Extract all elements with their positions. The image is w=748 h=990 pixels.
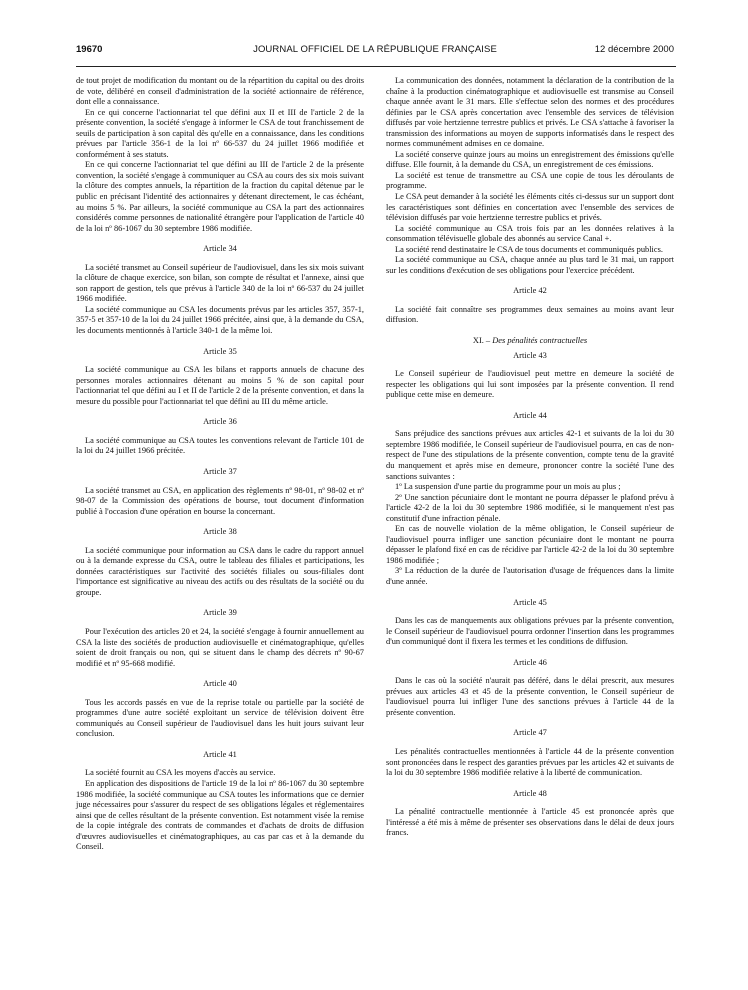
- paragraph: La société transmet au CSA, en application des règlements nº 98-01, nº 98-02 et nº 98-07 de la Commission des opérations de bourse, tout document d'information publié à l'occasion d'une opération en bourse la concernant.: [76, 485, 364, 516]
- publication-date: 12 décembre 2000: [594, 44, 674, 55]
- paragraph: En ce qui concerne l'actionnariat tel que défini au III de l'article 2 de la présente convention, la société s'engage à communiquer au CSA au cours des six mois suivant la clôture des comptes annuels, la répartition de la fraction du capital détenue par le public en précisant l'identité des actionnaires y détenant directement, le cas échéant, au moins 5 %. Par ailleurs, la société communique au CSA la part des actionnaires considérés comme personnes de nationalité étrangère pour l'application de l'article 40 de la loi nº 86-1067 du 30 septembre 1986 modifiée.: [76, 160, 364, 233]
- paragraph: La société conserve quinze jours au moins un enregistrement des émissions qu'elle diffuse. Elle fournit, à la demande du CSA, un enregistrement de ces émissions.: [386, 149, 674, 170]
- paragraph: La pénalité contractuelle mentionnée à l'article 45 est prononcée après que l'intéressé a été mis à même de présenter ses observations dans le délai de deux jours francs.: [386, 807, 674, 838]
- paragraph: La société communique au CSA les bilans et rapports annuels de chacune des personnes morales actionnaires détenant au moins 5 % de son capital pour l'actionnariat tel que défini au I et II de l'article 2 de la présente convention, et dans la mesure du possible pour l'actionnariat tel que défini au III du même article.: [76, 365, 364, 406]
- paragraph: En ce qui concerne l'actionnariat tel que défini aux II et III de l'article 2 de la présente convention, la société s'engage à informer le CSA de tout franchissement de seuils de participation à son capital dès qu'elle en a connaissance, dans les conditions prévues par l'article 356-1 de la loi nº 66-537 du 24 juillet 1966 modifiée et conformément à ses statuts.: [76, 107, 364, 159]
- article-heading: Article 36: [203, 417, 237, 427]
- article-heading: Article 46: [513, 657, 547, 667]
- paragraph: Le Conseil supérieur de l'audiovisuel peut mettre en demeure la société de respecter les obligations qui lui sont imposées par la présente convention. Il rend publique cette mise en demeure.: [386, 369, 674, 400]
- section-title: Des pénalités contractuelles: [492, 336, 588, 346]
- paragraph: Sans préjudice des sanctions prévues aux articles 42-1 et suivants de la loi du 30 septembre 1986 modifiée, le Conseil supérieur de l'audiovisuel pourra, en cas de non-respect de l'une des stipulations de la présente convention, compte tenu de la gravité du manquement et après mise en demeure, prononcer contre la société l'une des sanctions suivantes :: [386, 429, 674, 481]
- paragraph: La société est tenue de transmettre au CSA une copie de tous les déroulants de programme.: [386, 170, 674, 191]
- paragraph: 2º Une sanction pécuniaire dont le montant ne pourra dépasser le plafond prévu à l'article 42-2 de la loi du 30 septembre 1986 modifiée, si le manquement n'est pas constitutif d'une infraction pénale.: [386, 492, 674, 523]
- paragraph: La société fournit au CSA les moyens d'accès au service.: [85, 768, 276, 778]
- paragraph: Les pénalités contractuelles mentionnées à l'article 44 de la présente convention sont prononcées dans le respect des garanties prévues par les articles 42 et suivants de la loi du 30 septembre 1986 modifiée relative à la liberté de communication.: [386, 746, 674, 778]
- paragraph: La société communique au CSA, chaque année au plus tard le 31 mai, un rapport sur les conditions d'exécution de ses obligations pour l'exercice précédent.: [386, 255, 674, 275]
- section-heading: [386, 336, 674, 347]
- article-heading: Article 47: [513, 728, 547, 738]
- page-number: 19670: [76, 44, 103, 55]
- paragraph: En cas de nouvelle violation de la même obligation, le Conseil supérieur de l'audiovisuel pourra infliger une sanction pécuniaire dont le montant ne pourra dépasser le plafond fixé en cas de récidive par l'article 42-2 de la loi du 30 septembre 1986 modifiée ;: [386, 524, 674, 565]
- paragraph: Le CSA peut demander à la société les éléments cités ci-dessus sur un support dont les caractéristiques sont définies en concertation avec l'ensemble des services de télévision diffusés par voie hertzienne terrestre publics et privés.: [386, 192, 674, 223]
- article-heading: Article 41: [203, 749, 237, 759]
- paragraph: La société rend destinataire le CSA de tous documents et communiqués publics.: [395, 244, 663, 254]
- article-heading: Article 43: [513, 350, 547, 360]
- left-column: [76, 76, 364, 853]
- paragraph: Tous les accords passés en vue de la reprise totale ou partielle par la société de programmes d'une autre société exploitant un service de télévision doivent être communiqués au Conseil supérieur de l'audiovisuel dans les huit jours suivant leur conclusion.: [76, 697, 364, 739]
- right-column: [386, 76, 674, 839]
- article-heading: Article 37: [203, 466, 237, 476]
- paragraph: Dans le cas où la société n'aurait pas déféré, dans le délai prescrit, aux mesures prévues aux articles 43 et 45 de la présente convention, le Conseil supérieur de l'audiovisuel pourra lui infliger l'une des sanctions prévues à l'article 44 de la présente convention.: [386, 676, 674, 717]
- journal-title: JOURNAL OFFICIEL DE LA RÉPUBLIQUE FRANÇAISE: [253, 44, 497, 55]
- paragraph: Dans les cas de manquements aux obligations prévues par la présente convention, le Conseil supérieur de l'audiovisuel pourra ordonner l'insertion dans les programmes d'un communiqué dont il fixera les termes et les conditions de diffusion.: [386, 616, 674, 647]
- article-heading: Article 42: [513, 286, 547, 296]
- paragraph: de tout projet de modification du montant ou de la répartition du capital ou des droits de vote, délibéré en conseil d'administration de la société actionnaire de référence, dont elle a connaissance.: [76, 76, 364, 107]
- paragraph: La société communique au CSA toutes les conventions relevant de l'article 101 de la loi du 24 juillet 1966 précitée.: [76, 435, 364, 456]
- paragraph: La société fait connaître ses programmes deux semaines au moins avant leur diffusion.: [386, 304, 674, 325]
- paragraph: En application des dispositions de l'article 19 de la loi nº 86-1067 du 30 septembre 1986 modifiée, la société communique au CSA toutes les informations que ce dernier juge nécessaires pour s'assurer du respect de ses obligations légales et réglementaires ainsi que de celles résultant de la présente convention. Est notamment visée la remise de la copie intégrale des contrats de commandes et d'achats de droits de diffusion d'œuvres audiovisuelles et cinématographiques, au cas par cas et à la demande du Conseil.: [76, 778, 364, 852]
- paragraph: 1º La suspension d'une partie du programme pour un mois au plus ;: [395, 482, 621, 492]
- article-heading: Article 48: [513, 788, 547, 798]
- article-heading: Article 44: [513, 410, 547, 420]
- header-rule: [76, 66, 676, 67]
- paragraph: La société communique pour information au CSA dans le cadre du rapport annuel ou à la demande expresse du CSA, outre le tableau des filiales et participations, les données caractéristiques sur l'activité des sociétés filiales ou sous-filiales dont l'importance est significative au niveau des actifs ou des résultats de la société ou du groupe.: [76, 545, 364, 597]
- article-heading: Article 34: [203, 244, 237, 254]
- article-heading: Article 35: [203, 346, 237, 356]
- paragraph: La société communique au CSA les documents prévus par les articles 357, 357-1, 357-5 et 357-10 de la loi du 24 juillet 1966 précitée, ainsi que, à la demande du CSA, les documents mentionnés à l'article 340-1 de la même loi.: [76, 304, 364, 336]
- article-heading: Article 45: [513, 597, 547, 607]
- paragraph: 3º La réduction de la durée de l'autorisation d'usage de fréquences dans la limite d'une année.: [386, 566, 674, 586]
- paragraph: Pour l'exécution des articles 20 et 24, la société s'engage à fournir annuellement au CSA la liste des sociétés de production audiovisuelle et cinématographique, qu'elles soient de droit français ou non, qui se situent dans le champ des décrets nº 90-67 modifié et nº 95-668 modifié.: [76, 626, 364, 668]
- article-heading: Article 39: [203, 608, 237, 618]
- page-header: [76, 44, 674, 58]
- paragraph: La société transmet au Conseil supérieur de l'audiovisuel, dans les six mois suivant la clôture de chaque exercice, son bilan, son compte de résultat et l'annexe, ainsi que son rapport de gestion, tels que prévus à l'article 340 de la loi nº 66-537 du 24 juillet 1966 modifiée.: [76, 262, 364, 304]
- paragraph: La communication des données, notamment la déclaration de la contribution de la chaîne à la production cinématographique et audiovisuelle est transmise au Conseil chaque année avant le 31 mars. Elle s'effectue selon des normes et des procédures définies par le CSA après concertation avec l'ensemble des services de télévision diffusés par voie hertzienne terrestre publics et privés. Le CSA s'attache à favoriser la transmission des informations au moyen de supports informatisés dans le respect des normes communément admises en ce domaine.: [386, 76, 674, 149]
- section-number: XI. –: [472, 336, 491, 346]
- paragraph: La société communique au CSA trois fois par an les données relatives à la consommation télévisuelle globale des abonnés au service Canal +.: [386, 223, 674, 244]
- article-heading: Article 40: [203, 679, 237, 689]
- article-heading: Article 38: [203, 527, 237, 537]
